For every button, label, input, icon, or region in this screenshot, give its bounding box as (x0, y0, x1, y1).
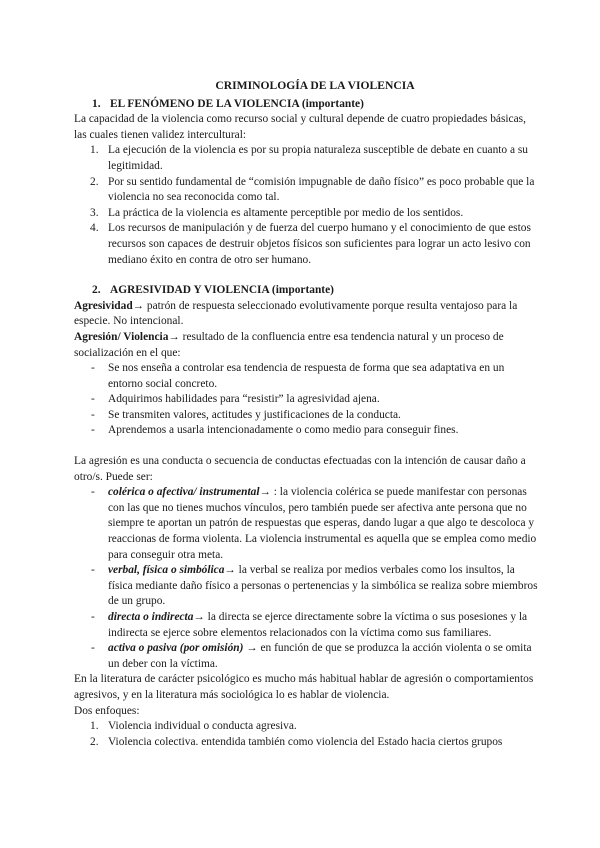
definition-term: Agresión/ Violencia→ (74, 330, 180, 343)
list-text: Adquirimos habilidades para “resistir” la agresividad ajena. (108, 393, 380, 406)
list-item (74, 423, 538, 439)
list-text: La práctica de la violencia es altamente perceptible por medio de los sentidos. (108, 206, 464, 219)
dash-bullet: - (91, 424, 95, 437)
list-item (74, 641, 538, 672)
dash-bullet: - (91, 408, 95, 421)
properties-list (74, 143, 538, 268)
list-number: 4. (90, 222, 99, 235)
list-text: La ejecución de la violencia es por su propia naturaleza susceptible de debate en cuanto a su legitimidad. (108, 144, 529, 172)
definition-agresividad (74, 299, 538, 330)
type-text: la directa se ejerce directamente sobre la víctima o sus posesiones y la indirecta se ejerce sobre elementos relacionados con la víctima como sus familiares. (108, 611, 528, 639)
definition-text: resultado de la confluencia entre esa tendencia natural y un proceso de socialización en el que: (74, 330, 504, 359)
list-item (74, 735, 538, 751)
dash-bullet: - (91, 611, 95, 623)
list-text: Se nos enseña a controlar esa tendencia de respuesta de forma que sea adaptativa en un entorno social concreto. (108, 362, 505, 390)
section-1-heading-text: EL FENÓMENO DE LA VIOLENCIA (importante) (110, 97, 364, 110)
list-item (74, 610, 538, 641)
dash-bullet: - (91, 486, 95, 499)
list-text: Por su sentido fundamental de “comisión impugnable de daño físico” es poco probable que la violencia no sea reconocida como tal. (108, 175, 535, 204)
type-term: directa o indirecta→ (108, 611, 205, 623)
socialization-list (74, 361, 538, 439)
list-item (74, 143, 538, 174)
section-2-heading (74, 283, 538, 299)
list-item (74, 485, 538, 563)
literature-paragraph: En la literatura de carácter psicológico es mucho más habitual hablar de agresión o comportamientos agresivos, y en la literatura más sociológica lo es hablar de violencia. (74, 673, 534, 701)
list-number: 1. (90, 144, 99, 157)
approaches-list (74, 719, 538, 750)
section-2-number: 2. (92, 284, 101, 297)
type-term: verbal, física o simbólica→ (108, 564, 236, 577)
list-item (74, 361, 538, 392)
list-item (74, 408, 538, 424)
dash-bullet: - (91, 564, 95, 577)
section-2-heading-text: AGRESIVIDAD Y VIOLENCIA (importante) (110, 284, 334, 297)
type-text: : la violencia colérica se puede manifestar con personas con las que no tienes muchos vínculos, pero también puede ser afectiva ante persona que no siempre te aportan un patrón de respuestas que esperas, dando lugar a que algo te descoloca y reaccionas de forma violenta. La violencia instrumental es aquella que se emplea como medio para conseguir otra meta. (108, 486, 537, 561)
list-item (74, 563, 538, 610)
list-number: 2. (90, 735, 99, 748)
list-item (74, 206, 538, 222)
dash-bullet: - (91, 362, 95, 375)
type-term: activa o pasiva (por omisión) → (108, 642, 258, 655)
list-item (74, 175, 538, 206)
section-1-heading (74, 97, 538, 113)
section-1-intro: La capacidad de la violencia como recurso social y cultural depende de cuatro propiedades básicas, las cuales tienen validez intercultural: (74, 113, 526, 141)
aggression-intro: La agresión es una conducta o secuencia de conductas efectuadas con la intención de causar daño a otro/s. Puede ser: (74, 455, 526, 483)
approaches-label: Dos enfoques: (74, 704, 140, 717)
section-1-number: 1. (92, 97, 101, 110)
definition-text: patrón de respuesta seleccionado evolutivamente porque resulta ventajoso para la especie. No intencional. (74, 299, 518, 328)
definition-agresion (74, 330, 538, 361)
list-number: 1. (90, 720, 99, 733)
list-text: Los recursos de manipulación y de fuerza del cuerpo humano y el conocimiento de que estos recursos son capaces de destruir objetos físicos son suficientes para lograr un acto lesivo con mediano éxito en contra de otro ser humano. (108, 222, 531, 266)
type-term: colérica o afectiva/ instrumental→ (108, 486, 271, 499)
spacer (74, 439, 538, 454)
list-text: Aprendemos a usarla intencionadamente o como medio para conseguir fines. (108, 424, 459, 437)
definition-term: Agresividad→ (74, 299, 145, 312)
list-item (74, 392, 538, 408)
type-text: en función de que se produzca la acción violenta o se omita un deber con la víctima. (108, 642, 532, 670)
list-number: 3. (90, 206, 99, 219)
dash-bullet: - (91, 642, 95, 655)
document-page (74, 78, 538, 750)
list-text: Violencia colectiva. entendida también como violencia del Estado hacia ciertos grupos (108, 735, 503, 748)
aggression-types-list (74, 485, 538, 672)
list-item (74, 719, 538, 735)
dash-bullet: - (91, 393, 95, 406)
list-number: 2. (90, 175, 99, 188)
spacer (74, 268, 538, 283)
list-item (74, 221, 538, 268)
document-title: CRIMINOLOGÍA DE LA VIOLENCIA (215, 79, 415, 92)
type-text: la verbal se realiza por medios verbales como los insultos, la física mediante daño físico a personas o pertenencias y la simbólica se realiza sobre miembros de un grupo. (108, 564, 538, 608)
list-text: Violencia individual o conducta agresiva. (108, 720, 297, 733)
list-text: Se transmiten valores, actitudes y justificaciones de la conducta. (108, 408, 401, 421)
